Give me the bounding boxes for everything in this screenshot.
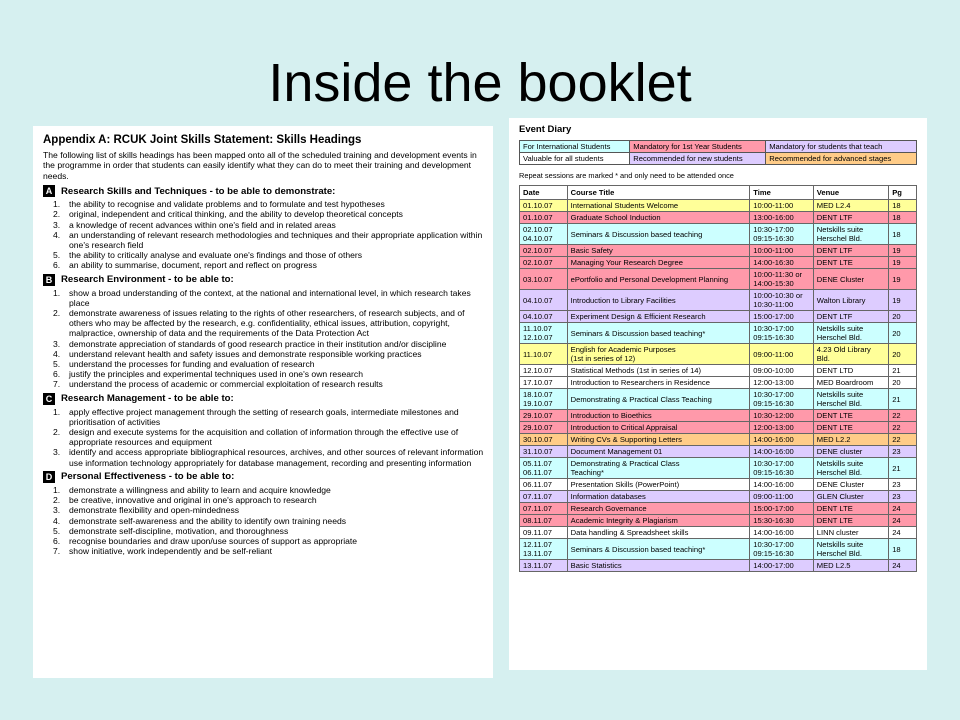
event-title: Seminars & Discussion based teaching*: [567, 539, 750, 560]
event-title: Writing CVs & Supporting Letters: [567, 434, 750, 446]
section-title: Personal Effectiveness - to be able to:: [61, 471, 235, 483]
event-row: [520, 539, 917, 560]
event-title: Demonstrating & Practical Class Teaching*: [567, 458, 750, 479]
skill-item: [43, 447, 485, 467]
event-pg: 24: [889, 560, 917, 572]
event-venue: DENT LTF: [813, 245, 888, 257]
skill-text: understand the processes for funding and evaluation of research: [69, 359, 315, 370]
event-pg: 20: [889, 311, 917, 323]
event-date: 04.10.07: [520, 290, 568, 311]
skill-item: [43, 250, 485, 260]
skill-item: [43, 505, 485, 515]
skill-number: 2.: [53, 495, 61, 506]
skill-number: 1.: [53, 484, 61, 495]
event-venue: MED Boardroom: [813, 377, 888, 389]
event-venue: MED L2.5: [813, 560, 888, 572]
skill-text: demonstrate self-awareness and the ability to identify own training needs: [69, 515, 347, 526]
event-pg: 23: [889, 446, 917, 458]
skill-number: 6.: [53, 260, 61, 271]
legend-row: [520, 141, 917, 153]
event-date: 02.10.07: [520, 245, 568, 257]
event-time: 09:00-11:00: [750, 491, 814, 503]
skill-item: [43, 220, 485, 230]
skill-number: 1.: [53, 199, 61, 210]
event-venue: 4.23 Old Library Bld.: [813, 344, 888, 365]
event-venue: DENT LTD: [813, 365, 888, 377]
event-title: International Students Welcome: [567, 200, 750, 212]
skill-item: [43, 369, 485, 379]
skill-text: a knowledge of recent advances within one's field and in related areas: [69, 219, 336, 230]
skill-text: justify the principles and experimental techniques used in one's own research: [69, 369, 363, 380]
skill-number: 3.: [53, 338, 61, 349]
event-venue: Netskills suite Herschel Bld.: [813, 539, 888, 560]
event-date: 18.10.07 19.10.07: [520, 389, 568, 410]
event-pg: 18: [889, 224, 917, 245]
event-venue: GLEN Cluster: [813, 491, 888, 503]
skill-text: demonstrate awareness of issues relating to the rights of other researchers, of research subjects, and of others who may be affected by the research, e.g. confidentiality, ethical issues, attribution, copyright, malpractice, ownership of data and the requirements of the Data Protection Act: [69, 308, 465, 339]
event-date: 01.10.07: [520, 212, 568, 224]
event-venue: DENE cluster: [813, 446, 888, 458]
skill-number: 3.: [53, 447, 61, 458]
event-date: 31.10.07: [520, 446, 568, 458]
event-row: [520, 212, 917, 224]
skill-number: 6.: [53, 535, 61, 546]
skill-number: 5.: [53, 250, 61, 261]
skill-text: understand relevant health and safety issues and demonstrate responsible working practices: [69, 348, 422, 359]
legend-cell: Valuable for all students: [520, 153, 630, 165]
event-venue: DENE Cluster: [813, 269, 888, 290]
section-items: [43, 288, 485, 390]
event-row: [520, 491, 917, 503]
skill-item: [43, 379, 485, 389]
event-pg: 18: [889, 539, 917, 560]
skill-text: demonstrate flexibility and open-mindedness: [69, 505, 240, 516]
skill-number: 1.: [53, 406, 61, 417]
event-time: 10:30-17:00 09:15-16:30: [750, 539, 814, 560]
event-time: 14:00-17:00: [750, 560, 814, 572]
skill-number: 5.: [53, 525, 61, 536]
event-date: 29.10.07: [520, 422, 568, 434]
event-title: Introduction to Bioethics: [567, 410, 750, 422]
event-title: Data handling & Spreadsheet skills: [567, 527, 750, 539]
section-letter: B: [43, 274, 55, 286]
event-row: [520, 446, 917, 458]
legend-cell: Mandatory for 1st Year Students: [630, 141, 766, 153]
legend-cell: Recommended for advanced stages: [766, 153, 917, 165]
event-row: [520, 410, 917, 422]
skill-text: an understanding of relevant research methodologies and techniques and their appropriate application within one's research field: [69, 229, 483, 251]
section-heading: [43, 185, 485, 197]
skill-item: [43, 407, 485, 427]
event-date: 02.10.07 04.10.07: [520, 224, 568, 245]
column-header: Course Title: [567, 186, 750, 200]
section-title: Research Management - to be able to:: [61, 393, 234, 405]
event-time: 10:30-17:00 09:15-16:30: [750, 224, 814, 245]
skill-text: show initiative, work independently and be self-reliant: [69, 546, 273, 557]
event-title: Demonstrating & Practical Class Teaching: [567, 389, 750, 410]
skill-number: 2.: [53, 427, 61, 438]
section-letter: C: [43, 393, 55, 405]
event-title: Experiment Design & Efficient Research: [567, 311, 750, 323]
section-heading: [43, 274, 485, 286]
skill-item: [43, 288, 485, 308]
skill-item: [43, 339, 485, 349]
event-venue: DENT LTE: [813, 410, 888, 422]
event-venue: MED L2.2: [813, 434, 888, 446]
event-venue: DENT LTE: [813, 515, 888, 527]
legend-cell: For International Students: [520, 141, 630, 153]
event-row: [520, 434, 917, 446]
event-date: 01.10.07: [520, 200, 568, 212]
skill-item: [43, 260, 485, 270]
legend-cell: Recommended for new students: [630, 153, 766, 165]
event-time: 10:30-12:00: [750, 410, 814, 422]
event-pg: 19: [889, 245, 917, 257]
event-row: [520, 422, 917, 434]
skill-item: [43, 516, 485, 526]
skill-text: design and execute systems for the acquisition and collation of information through the effective use of appropriate resources and equipment: [69, 427, 459, 448]
repeat-note: Repeat sessions are marked * and only need to be attended once: [519, 171, 734, 180]
event-row: [520, 290, 917, 311]
column-header: Pg: [889, 186, 917, 200]
event-venue: Walton Library: [813, 290, 888, 311]
event-title: Introduction to Library Facilities: [567, 290, 750, 311]
skill-text: original, independent and critical thinking, and the ability to develop theoretical concepts: [69, 209, 403, 220]
event-row: [520, 245, 917, 257]
event-venue: MED L2.4: [813, 200, 888, 212]
event-date: 02.10.07: [520, 257, 568, 269]
section-items: [43, 407, 485, 468]
legend-row: [520, 153, 917, 165]
event-pg: 23: [889, 491, 917, 503]
skill-text: demonstrate appreciation of standards of good research practice in their institution and/or discipline: [69, 338, 447, 349]
event-venue: Netskills suite Herschel Bld.: [813, 389, 888, 410]
event-date: 13.11.07: [520, 560, 568, 572]
event-venue: Netskills suite Herschel Bld.: [813, 323, 888, 344]
event-date: 17.10.07: [520, 377, 568, 389]
event-pg: 22: [889, 434, 917, 446]
skill-number: 5.: [53, 359, 61, 370]
event-venue: DENT LTE: [813, 422, 888, 434]
skill-number: 4.: [53, 515, 61, 526]
event-time: 13:00-16:00: [750, 212, 814, 224]
skill-item: [43, 536, 485, 546]
event-time: 10:30-17:00 09:15-16:30: [750, 389, 814, 410]
event-venue: Netskills suite Herschel Bld.: [813, 224, 888, 245]
skill-item: [43, 546, 485, 556]
skill-item: [43, 230, 485, 250]
event-venue: DENE Cluster: [813, 479, 888, 491]
event-row: [520, 377, 917, 389]
event-venue: Netskills suite Herschel Bld.: [813, 458, 888, 479]
event-time: 10:00-11:30 or 14:00-15:30: [750, 269, 814, 290]
event-date: 12.11.07 13.11.07: [520, 539, 568, 560]
event-title: Seminars & Discussion based teaching: [567, 224, 750, 245]
event-row: [520, 389, 917, 410]
event-date: 07.11.07: [520, 503, 568, 515]
event-pg: 24: [889, 527, 917, 539]
event-time: 15:00-17:00: [750, 311, 814, 323]
event-pg: 19: [889, 290, 917, 311]
event-venue: DENT LTF: [813, 311, 888, 323]
slide-title: Inside the booklet: [268, 53, 692, 113]
event-title: Statistical Methods (1st in series of 14): [567, 365, 750, 377]
event-row: [520, 269, 917, 290]
event-row: [520, 311, 917, 323]
event-time: 14:00-16:00: [750, 434, 814, 446]
skill-item: [43, 427, 485, 447]
skill-text: the ability to critically analyse and evaluate one's findings and those of others: [69, 250, 363, 261]
event-date: 09.11.07: [520, 527, 568, 539]
event-date: 03.10.07: [520, 269, 568, 290]
event-title: Seminars & Discussion based teaching*: [567, 323, 750, 344]
event-diary-page: [509, 118, 927, 670]
skill-text: understand the process of academic or commercial exploitation of research results: [69, 379, 383, 390]
event-date: 11.10.07 12.10.07: [520, 323, 568, 344]
event-date: 07.11.07: [520, 491, 568, 503]
event-row: [520, 560, 917, 572]
event-time: 12:00-13:00: [750, 377, 814, 389]
event-time: 09:00-10:00: [750, 365, 814, 377]
skill-item: [43, 199, 485, 209]
skill-item: [43, 485, 485, 495]
skill-number: 3.: [53, 219, 61, 230]
event-date: 11.10.07: [520, 344, 568, 365]
event-time: 14:00-16:00: [750, 479, 814, 491]
event-row: [520, 458, 917, 479]
event-date: 08.11.07: [520, 515, 568, 527]
event-row: [520, 344, 917, 365]
event-title: English for Academic Purposes (1st in series of 12): [567, 344, 750, 365]
event-time: 10:00-11:00: [750, 245, 814, 257]
section-items: [43, 485, 485, 556]
event-pg: 18: [889, 200, 917, 212]
skill-number: 3.: [53, 505, 61, 516]
event-title: ePortfolio and Personal Development Planning: [567, 269, 750, 290]
skill-item: [43, 209, 485, 219]
section-heading: [43, 393, 485, 405]
skill-item: [43, 495, 485, 505]
event-venue: DENT LTE: [813, 503, 888, 515]
column-header: Time: [750, 186, 814, 200]
event-row: [520, 224, 917, 245]
section-title: Research Environment - to be able to:: [61, 274, 234, 286]
section-letter: A: [43, 185, 55, 197]
skills-sections: [43, 185, 485, 556]
event-diary-title: Event Diary: [519, 124, 572, 135]
event-time: 12:00-13:00: [750, 422, 814, 434]
skill-item: [43, 308, 485, 339]
event-title: Introduction to Critical Appraisal: [567, 422, 750, 434]
event-row: [520, 515, 917, 527]
event-time: 15:30-16:30: [750, 515, 814, 527]
event-pg: 24: [889, 515, 917, 527]
event-pg: 22: [889, 410, 917, 422]
skill-number: 6.: [53, 369, 61, 380]
event-title: Document Management 01: [567, 446, 750, 458]
skill-number: 2.: [53, 308, 61, 319]
event-time: 15:00-17:00: [750, 503, 814, 515]
appendix-page: [33, 126, 493, 678]
skill-text: identify and access appropriate bibliographical resources, archives, and other sources of relevant information use information technology appropriately for database management, recording and presenting information: [69, 447, 484, 468]
event-row: [520, 365, 917, 377]
section-title: Research Skills and Techniques - to be able to demonstrate:: [61, 185, 336, 197]
event-time: 10:00-10:30 or 10:30-11:00: [750, 290, 814, 311]
event-time: 10:30-17:00 09:15-16:30: [750, 458, 814, 479]
skill-number: 2.: [53, 209, 61, 220]
event-row: [520, 479, 917, 491]
skill-text: an ability to summarise, document, report and reflect on progress: [69, 260, 317, 271]
skill-number: 4.: [53, 229, 61, 240]
event-time: 09:00-11:00: [750, 344, 814, 365]
event-title: Research Governance: [567, 503, 750, 515]
event-row: [520, 257, 917, 269]
skill-text: be creative, innovative and original in one's approach to research: [69, 495, 317, 506]
event-time: 10:30-17:00 09:15-16:30: [750, 323, 814, 344]
skill-item: [43, 526, 485, 536]
event-pg: 18: [889, 212, 917, 224]
appendix-intro: The following list of skills headings has been mapped onto all of the scheduled training and development events in the programme in order that students can easily identify what they can do to meet their training and development needs.: [43, 150, 477, 181]
event-pg: 21: [889, 458, 917, 479]
skill-text: apply effective project management through the setting of research goals, intermediate milestones and prioritisation of activities: [69, 406, 459, 427]
section-items: [43, 199, 485, 270]
event-row: [520, 527, 917, 539]
column-header: Date: [520, 186, 568, 200]
event-time: 14:00-16:00: [750, 446, 814, 458]
event-title: Basic Safety: [567, 245, 750, 257]
event-title: Introduction to Researchers in Residence: [567, 377, 750, 389]
event-title: Information databases: [567, 491, 750, 503]
skill-item: [43, 349, 485, 359]
event-pg: 23: [889, 479, 917, 491]
event-time: 14:00-16:30: [750, 257, 814, 269]
event-pg: 24: [889, 503, 917, 515]
event-pg: 20: [889, 323, 917, 344]
event-table: [519, 185, 917, 572]
skill-number: 1.: [53, 287, 61, 298]
skill-text: demonstrate self-discipline, motivation, and thoroughness: [69, 525, 289, 536]
appendix-title: Appendix A: RCUK Joint Skills Statement: Skills Headings: [43, 134, 362, 146]
section-letter: D: [43, 471, 55, 483]
event-venue: DENT LTF: [813, 212, 888, 224]
event-pg: 22: [889, 422, 917, 434]
event-title: Managing Your Research Degree: [567, 257, 750, 269]
event-time: 10:00-11:00: [750, 200, 814, 212]
skill-item: [43, 359, 485, 369]
skill-text: demonstrate a willingness and ability to learn and acquire knowledge: [69, 484, 331, 495]
section-heading: [43, 471, 485, 483]
skill-number: 7.: [53, 546, 61, 557]
event-date: 12.10.07: [520, 365, 568, 377]
skill-number: 7.: [53, 379, 61, 390]
event-date: 06.11.07: [520, 479, 568, 491]
column-header: Venue: [813, 186, 888, 200]
legend-table: [519, 140, 917, 165]
event-pg: 21: [889, 365, 917, 377]
event-title: Presentation Skills (PowerPoint): [567, 479, 750, 491]
event-title: Basic Statistics: [567, 560, 750, 572]
event-date: 05.11.07 06.11.07: [520, 458, 568, 479]
skill-number: 4.: [53, 348, 61, 359]
legend-cell: Mandatory for students that teach: [766, 141, 917, 153]
skill-text: show a broad understanding of the context, at the national and international level, in which research takes place: [69, 287, 471, 308]
event-pg: 20: [889, 344, 917, 365]
event-title: Academic Integrity & Plagiarism: [567, 515, 750, 527]
event-date: 04.10.07: [520, 311, 568, 323]
event-title: Graduate School Induction: [567, 212, 750, 224]
event-pg: 19: [889, 257, 917, 269]
event-venue: LINN cluster: [813, 527, 888, 539]
event-row: [520, 503, 917, 515]
skill-text: recognise boundaries and draw upon/use sources of support as appropriate: [69, 535, 358, 546]
event-row: [520, 323, 917, 344]
event-date: 29.10.07: [520, 410, 568, 422]
event-pg: 20: [889, 377, 917, 389]
event-date: 30.10.07: [520, 434, 568, 446]
skill-text: the ability to recognise and validate problems and to formulate and test hypotheses: [69, 199, 385, 210]
event-venue: DENT LTE: [813, 257, 888, 269]
event-row: [520, 200, 917, 212]
event-pg: 19: [889, 269, 917, 290]
event-pg: 21: [889, 389, 917, 410]
event-time: 14:00-16:00: [750, 527, 814, 539]
